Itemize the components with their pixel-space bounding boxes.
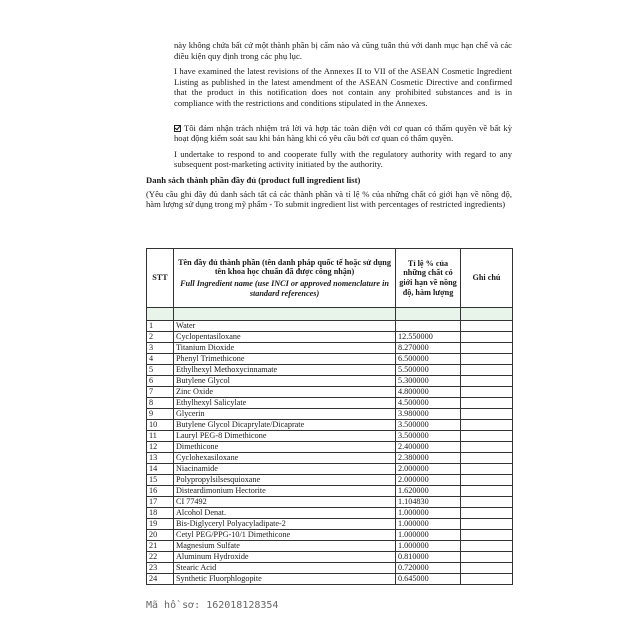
row-stt: 8 (147, 398, 174, 409)
row-note (461, 453, 513, 464)
table-row (147, 475, 513, 486)
row-note (461, 376, 513, 387)
row-stt: 1 (147, 321, 174, 332)
row-percentage: 12.550000 (396, 332, 461, 343)
table-blank-band (147, 308, 513, 321)
undertaking-checkbox-block (146, 123, 512, 144)
row-ingredient-name: Cetyl PEG/PPG-10/1 Dimethicone (174, 530, 396, 541)
row-stt: 12 (147, 442, 174, 453)
table-row (147, 453, 513, 464)
declaration-restricted-vn: này không chứa bất cứ một thành phần bị cấm nào và cũng tuân thủ với danh mục hạn chế và các điều kiện quy định trong các phụ lục. (174, 40, 512, 61)
row-note (461, 398, 513, 409)
row-stt: 9 (147, 409, 174, 420)
row-note (461, 354, 513, 365)
row-stt: 15 (147, 475, 174, 486)
row-ingredient-name: Water (174, 321, 396, 332)
table-row (147, 541, 513, 552)
row-note (461, 574, 513, 585)
table-row (147, 563, 513, 574)
row-note (461, 541, 513, 552)
row-stt: 6 (147, 376, 174, 387)
row-note (461, 365, 513, 376)
row-stt: 21 (147, 541, 174, 552)
row-stt: 23 (147, 563, 174, 574)
table-row (147, 442, 513, 453)
header-percentage: Tỉ lệ % của những chất có giới hạn về nồng độ, hàm lượng (396, 249, 461, 308)
table-row (147, 486, 513, 497)
row-stt: 17 (147, 497, 174, 508)
row-percentage: 1.000000 (396, 541, 461, 552)
table-row (147, 497, 513, 508)
row-percentage: 2.000000 (396, 464, 461, 475)
row-percentage: 2.000000 (396, 475, 461, 486)
row-ingredient-name: Titanium Dioxide (174, 343, 396, 354)
row-note (461, 530, 513, 541)
row-stt: 7 (147, 387, 174, 398)
row-ingredient-name: Magnesium Sulfate (174, 541, 396, 552)
table-row (147, 409, 513, 420)
row-percentage: 1.000000 (396, 508, 461, 519)
header-name-vn: Tên đầy đủ thành phần (tên danh pháp quốc tế hoặc sử dụng tên khoa học chuẩn đã được công nhận) (178, 257, 391, 277)
row-stt: 14 (147, 464, 174, 475)
ingredient-table-header (147, 249, 513, 308)
row-ingredient-name: Butylene Glycol Dicaprylate/Dicaprate (174, 420, 396, 431)
row-ingredient-name: Butylene Glycol (174, 376, 396, 387)
row-note (461, 442, 513, 453)
row-ingredient-name: Ethylhexyl Salicylate (174, 398, 396, 409)
table-row (147, 376, 513, 387)
row-note (461, 332, 513, 343)
row-percentage: 3.980000 (396, 409, 461, 420)
row-percentage: 4.800000 (396, 387, 461, 398)
table-row (147, 420, 513, 431)
row-note (461, 508, 513, 519)
row-note (461, 387, 513, 398)
undertaking-vn-paragraph (174, 123, 512, 144)
row-stt: 20 (147, 530, 174, 541)
header-name-en: Full Ingredient name (use INCI or approved nomenclature in standard references) (180, 279, 389, 298)
row-stt: 18 (147, 508, 174, 519)
row-ingredient-name: CI 77492 (174, 497, 396, 508)
row-note (461, 464, 513, 475)
row-percentage: 2.400000 (396, 442, 461, 453)
row-ingredient-name: Cyclopentasiloxane (174, 332, 396, 343)
row-note (461, 409, 513, 420)
row-ingredient-name: Dimethicone (174, 442, 396, 453)
row-stt: 24 (147, 574, 174, 585)
row-note (461, 321, 513, 332)
undertaking-vn-text: Tôi đảm nhận trách nhiệm trả lời và hợp tác toàn diện với cơ quan có thẩm quyền về bất kỳ hoạt động kiểm soát sau khi bán hàng khi có yêu cầu bởi cơ quan có thẩm quyền. (174, 122, 512, 144)
ingredient-table (146, 248, 513, 585)
undertaking-en: I undertake to respond to and cooperate fully with the regulatory authority with regard to any subsequent post-marketing activity initiated by the authority. (174, 148, 512, 170)
row-ingredient-name: Synthetic Fluorphlogopite (174, 574, 396, 585)
table-row (147, 343, 513, 354)
row-note (461, 475, 513, 486)
row-stt: 5 (147, 365, 174, 376)
row-ingredient-name: Phenyl Trimethicone (174, 354, 396, 365)
row-percentage: 5.300000 (396, 376, 461, 387)
row-percentage: 4.500000 (396, 398, 461, 409)
row-note (461, 431, 513, 442)
row-percentage: 1.104830 (396, 497, 461, 508)
row-stt: 13 (147, 453, 174, 464)
header-note: Ghi chú (461, 249, 513, 308)
row-ingredient-name: Ethylhexyl Methoxycinnamate (174, 365, 396, 376)
row-percentage: 1.000000 (396, 519, 461, 530)
row-ingredient-name: Disteardimonium Hectorite (174, 486, 396, 497)
row-percentage: 5.500000 (396, 365, 461, 376)
ingredient-list-title: Danh sách thành phần đầy đủ (product full ingredient list) (146, 174, 361, 185)
row-ingredient-name: Alcohol Denat. (174, 508, 396, 519)
dossier-code: Mã hồ sơ: 162018128354 (146, 600, 279, 611)
table-row (147, 332, 513, 343)
row-percentage: 0.720000 (396, 563, 461, 574)
row-ingredient-name: Bis-Diglyceryl Polyacyladipate-2 (174, 519, 396, 530)
row-ingredient-name: Stearic Acid (174, 563, 396, 574)
row-note (461, 497, 513, 508)
row-ingredient-name: Glycerin (174, 409, 396, 420)
table-row (147, 387, 513, 398)
row-ingredient-name: Aluminum Hydroxide (174, 552, 396, 563)
row-stt: 10 (147, 420, 174, 431)
table-row (147, 398, 513, 409)
row-percentage: 3.500000 (396, 431, 461, 442)
header-ingredient-name (174, 249, 396, 308)
row-percentage: 1.000000 (396, 530, 461, 541)
table-row (147, 321, 513, 332)
row-stt: 11 (147, 431, 174, 442)
declaration-page (146, 40, 512, 210)
row-stt: 2 (147, 332, 174, 343)
row-note (461, 343, 513, 354)
row-ingredient-name: Zinc Oxide (174, 387, 396, 398)
row-percentage: 1.620000 (396, 486, 461, 497)
row-percentage (396, 321, 461, 332)
header-stt: STT (147, 249, 174, 308)
row-ingredient-name: Cyclohexasiloxane (174, 453, 396, 464)
declaration-restricted-en: I have examined the latest revisions of the Annexes II to VII of the ASEAN Cosmetic Ingredient Listing as published in the latest amendment of the ASEAN Cosmetic Directive and confirmed that the product in this notification does not contain any prohibited substances and is in compliance with the restrictions and conditions stipulated in the Annexes. (174, 66, 512, 108)
row-stt: 3 (147, 343, 174, 354)
row-stt: 16 (147, 486, 174, 497)
row-ingredient-name: Niacinamide (174, 464, 396, 475)
row-percentage: 0.645000 (396, 574, 461, 585)
row-percentage: 0.810000 (396, 552, 461, 563)
table-row (147, 574, 513, 585)
table-row (147, 464, 513, 475)
table-row (147, 530, 513, 541)
row-note (461, 552, 513, 563)
row-stt: 19 (147, 519, 174, 530)
row-ingredient-name: Polypropylsilsesquioxane (174, 475, 396, 486)
row-percentage: 3.500000 (396, 420, 461, 431)
table-row (147, 519, 513, 530)
row-note (461, 420, 513, 431)
table-row (147, 354, 513, 365)
row-note (461, 519, 513, 530)
row-ingredient-name: Lauryl PEG-8 Dimethicone (174, 431, 396, 442)
row-note (461, 563, 513, 574)
ingredient-list-note: (Yêu cầu ghi đầy đủ danh sách tất cả các thành phần và tỉ lệ % của những chất có giới hạn về nồng độ, hàm lượng sử dụng trong mỹ phẩm - To submit ingredient list with percentages of restricted ingredients) (146, 188, 512, 210)
row-percentage: 6.500000 (396, 354, 461, 365)
row-percentage: 2.380000 (396, 453, 461, 464)
row-stt: 4 (147, 354, 174, 365)
row-stt: 22 (147, 552, 174, 563)
table-row (147, 552, 513, 563)
row-note (461, 486, 513, 497)
table-row (147, 365, 513, 376)
table-row (147, 508, 513, 519)
row-percentage: 8.270000 (396, 343, 461, 354)
table-row (147, 431, 513, 442)
checked-checkbox-icon[interactable] (174, 125, 181, 132)
